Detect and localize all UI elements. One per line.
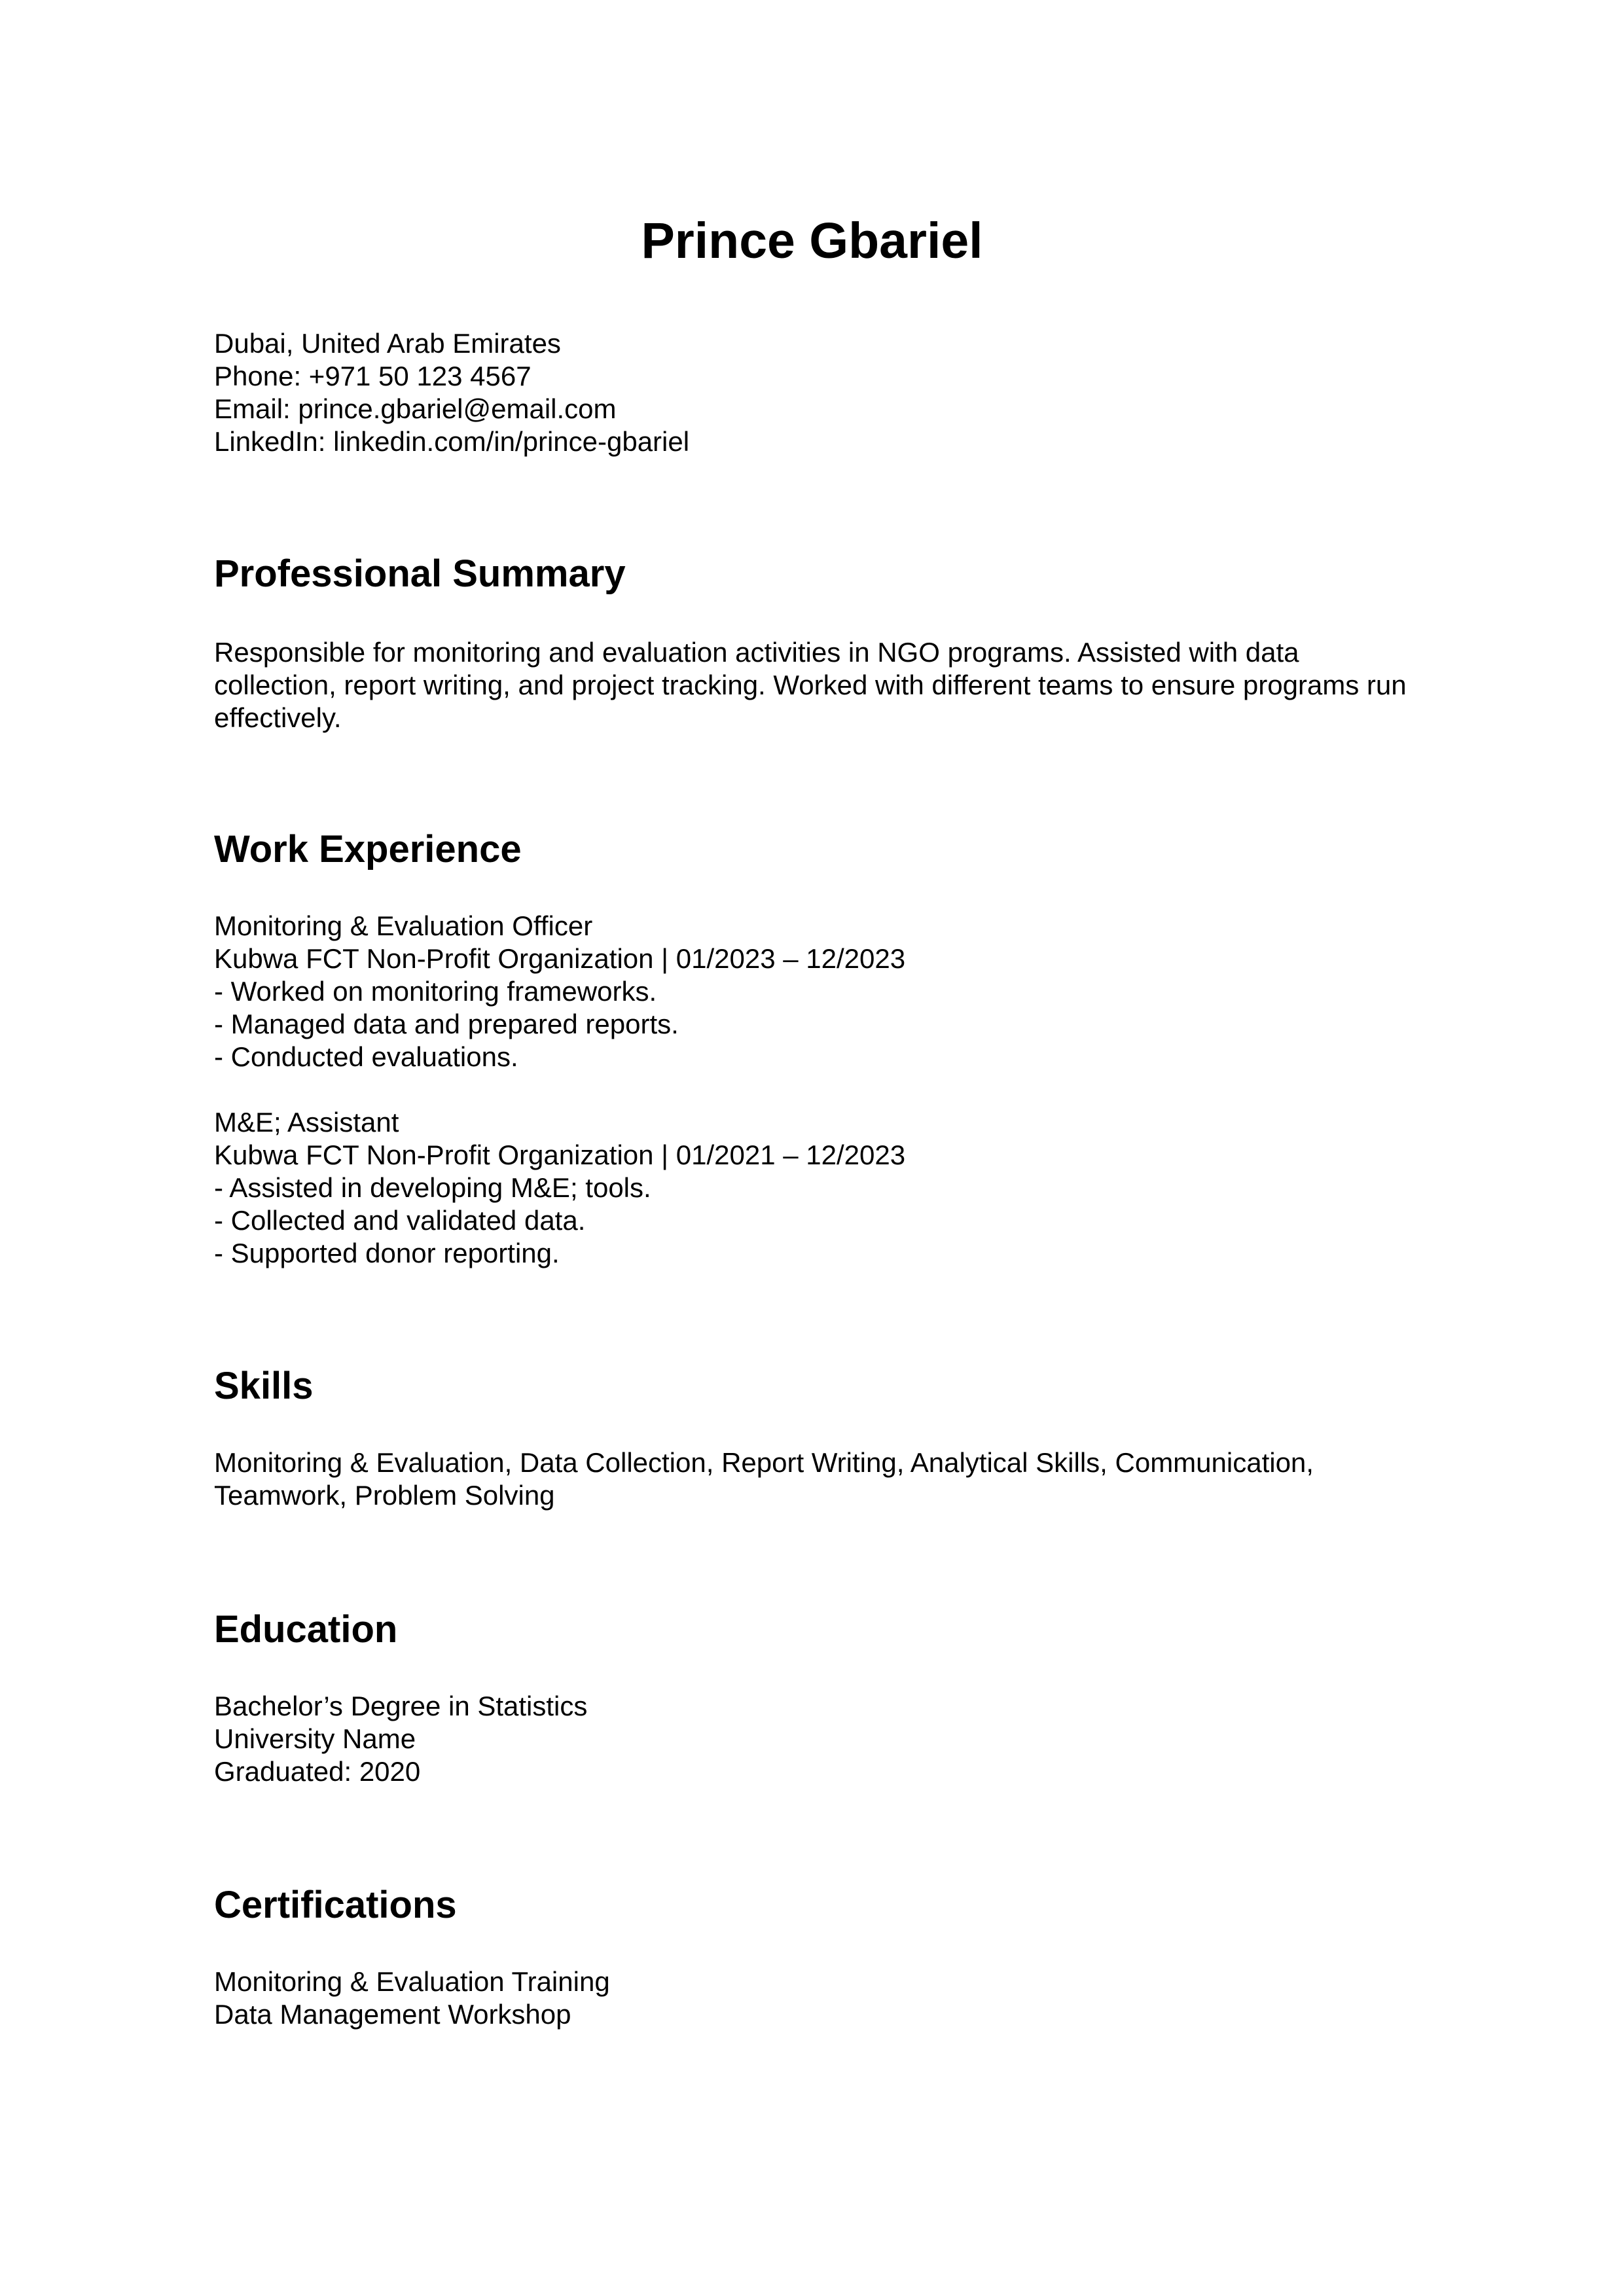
education-degree: Bachelor’s Degree in Statistics [214,1691,588,1721]
summary-heading: Professional Summary [214,552,626,595]
job-bullet: - Assisted in developing M&E; tools. [214,1172,651,1203]
job-bullet: - Collected and validated data. [214,1205,586,1236]
job-title: Monitoring & Evaluation Officer [214,910,593,941]
job-bullet: - Managed data and prepared reports. [214,1009,679,1039]
certifications-list [214,1965,1418,2031]
education-school: University Name [214,1723,416,1754]
job-bullet: - Worked on monitoring frameworks. [214,976,657,1007]
contact-location: Dubai, United Arab Emirates [214,328,561,359]
skills-heading: Skills [214,1365,314,1407]
certification-item: Monitoring & Evaluation Training [214,1966,610,1997]
contact-phone: Phone: +971 50 123 4567 [214,361,532,391]
education-heading: Education [214,1608,398,1651]
job-title: M&E; Assistant [214,1107,399,1138]
job-bullet: - Supported donor reporting. [214,1238,560,1268]
job-organization: Kubwa FCT Non-Profit Organization | 01/2023 – 12/2023 [214,943,906,974]
experience-heading: Work Experience [214,828,522,870]
contact-info [214,327,1418,458]
job-organization: Kubwa FCT Non-Profit Organization | 01/2021 – 12/2023 [214,1139,906,1170]
skills-text: Monitoring & Evaluation, Data Collection, Report Writing, Analytical Skills, Communication, Teamwork, Problem Solving [214,1447,1314,1511]
job-entry [214,1106,1418,1270]
certifications-heading: Certifications [214,1884,457,1926]
education-graduated: Graduated: 2020 [214,1756,421,1787]
candidate-name: Prince Gbariel [641,213,983,269]
certification-item: Data Management Workshop [214,1999,571,2030]
contact-email: Email: prince.gbariel@email.com [214,393,617,424]
education-entry [214,1690,1418,1788]
summary-text: Responsible for monitoring and evaluation activities in NGO programs. Assisted with data collection, report writing, and project tracking. Worked with different teams to ensure programs run effectively. [214,637,1407,733]
job-bullet: - Conducted evaluations. [214,1041,518,1072]
job-entry [214,910,1418,1073]
contact-linkedin: LinkedIn: linkedin.com/in/prince-gbariel [214,426,690,457]
